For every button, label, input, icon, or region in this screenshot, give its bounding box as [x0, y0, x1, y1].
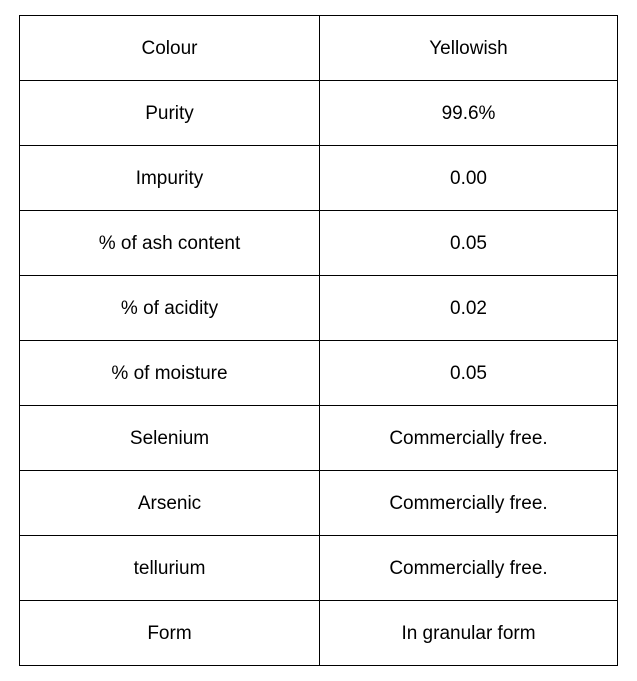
- property-cell: Impurity: [20, 146, 320, 211]
- table-row: [20, 601, 618, 666]
- table-row: [20, 146, 618, 211]
- table-row: [20, 211, 618, 276]
- value-cell: 0.02: [320, 276, 618, 341]
- property-cell: % of moisture: [20, 341, 320, 406]
- table-row: [20, 536, 618, 601]
- value-cell: In granular form: [320, 601, 618, 666]
- property-cell: % of acidity: [20, 276, 320, 341]
- value-cell: 0.00: [320, 146, 618, 211]
- property-cell: Colour: [20, 16, 320, 81]
- property-cell: Selenium: [20, 406, 320, 471]
- table-row: [20, 406, 618, 471]
- property-cell: % of ash content: [20, 211, 320, 276]
- value-cell: Yellowish: [320, 16, 618, 81]
- table-row: [20, 16, 618, 81]
- value-cell: 0.05: [320, 341, 618, 406]
- table-row: [20, 276, 618, 341]
- value-cell: 0.05: [320, 211, 618, 276]
- property-cell: Form: [20, 601, 320, 666]
- value-cell: Commercially free.: [320, 471, 618, 536]
- property-cell: Purity: [20, 81, 320, 146]
- value-cell: Commercially free.: [320, 536, 618, 601]
- value-cell: 99.6%: [320, 81, 618, 146]
- table-row: [20, 341, 618, 406]
- table-row: [20, 471, 618, 536]
- property-cell: tellurium: [20, 536, 320, 601]
- value-cell: Commercially free.: [320, 406, 618, 471]
- table-row: [20, 81, 618, 146]
- specification-table: [19, 15, 618, 666]
- property-cell: Arsenic: [20, 471, 320, 536]
